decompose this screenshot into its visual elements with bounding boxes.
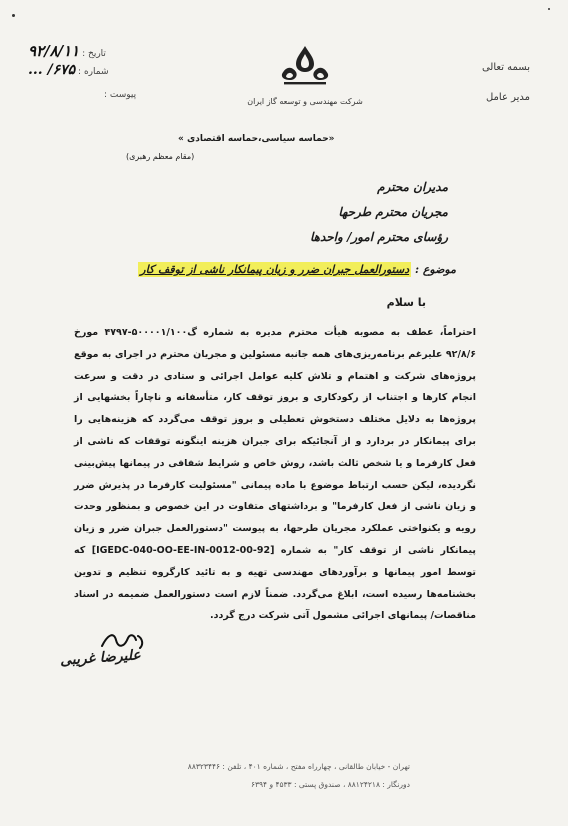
- number-row: [28, 62, 109, 78]
- greeting: با سلام: [386, 296, 426, 309]
- signatory-name: علیرضا غریبی: [59, 647, 142, 669]
- scan-speck: [548, 8, 550, 10]
- attachment-row: [104, 90, 136, 100]
- number-value: ۶۷۵/ ...: [28, 62, 76, 78]
- number-label: شماره :: [78, 67, 109, 77]
- slogan-line: «حماسه سیاسی،حماسه اقتصادی »: [178, 134, 335, 144]
- recipient-line: رؤسای محترم امور/ واحدها: [309, 230, 448, 244]
- letter-body: [74, 322, 476, 627]
- subject-line: [138, 263, 456, 276]
- company-name: شرکت مهندسی و توسعه گاز ایران: [247, 97, 363, 106]
- footer-address: تهران - خیابان طالقانی ، چهارراه مفتح ، شماره ۴۰۱ ، تلفن : ۸۸۳۲۳۴۴۶: [187, 762, 410, 771]
- subject-text: دستورالعمل جبران ضرر و زیان پیمانکار ناشی از توقف کار: [140, 263, 410, 276]
- sender-title: مدیر عامل: [485, 92, 530, 103]
- recipient-line: مجریان محترم طرحها: [338, 205, 448, 219]
- bismillah-heading: بسمه تعالی: [481, 62, 530, 73]
- recipient-line: مدیران محترم: [377, 180, 448, 194]
- body-paragraph: احتراماً، عطف به مصوبه هیأت محترم مدیره به شماره گ۵۰۰۰۰۱/۱۰۰-۴۷۹۷ مورخ ۹۲/۸/۶ علیرغم برنامه‌ریزی‌های همه جانبه مسئولین و مجریان محترم در اجرای به موقع پروژه‌های شرکت و اهتمام و تلاش کلیه عوامل اجرائی و ستادی در دقت و سرعت انجام کارها و اجتناب از رکودکاری و بروز توقف کار، متأسفانه و ناچاراً بخشهایی از پروژه‌ها به دلایل مختلف دستخوش تعطیلی و بروز توقف می‌گردد که هزینه‌هایی را برای پیمانکار در بردارد و از آنجائیکه برای جبران هزینه اینگونه توقفات که ناشی از فعل کارفرما و یا شخص ثالث باشد، روش خاص و شرایط شفافی در پیمانها پیش‌بینی نگردیده، لیکن حسب ارتباط موضوع با ماده پیمانی "مسئولیت کارفرما در پذیرش ضرر و زیان ناشی از فعل کارفرما" و برداشتهای متفاوت در این خصوص و بمنظور وحدت رویه و یکنواختی عملکرد مجریان طرحها، به پیوست "دستورالعمل جبران ضرر و زیان پیمانکار ناشی از توقف کار" به شماره [IGEDC-040-OO-EE-IN-0012-00-92] که توسط امور پیمانها و برآوردهای مهندسی تهیه و به تائید کارگروه تنظیم و تدوین بخشنامه‌ها رسیده است، ابلاغ می‌گردد. ضمناً لازم است دستورالعمل ضمیمه در اسناد مناقصات/ پیمانهای اجرائی مشمول آتی شرکت درج گردد.: [74, 327, 476, 622]
- scan-speck: [12, 14, 15, 17]
- date-label: تاریخ :: [82, 49, 106, 59]
- company-logo-icon: [278, 44, 332, 86]
- slogan-attribution: (مقام معظم رهبری): [126, 152, 195, 161]
- attachment-label: پیوست :: [104, 90, 137, 100]
- footer-contact: دورنگار : ۸۸۱۲۴۲۱۸ ، صندوق پستی : ۴۵۳۳ و ۶۳۹۴: [250, 780, 410, 789]
- date-value: ۹۲/۸/۱۱: [28, 42, 80, 60]
- date-row: [28, 42, 106, 60]
- subject-label: موضوع :: [414, 263, 456, 276]
